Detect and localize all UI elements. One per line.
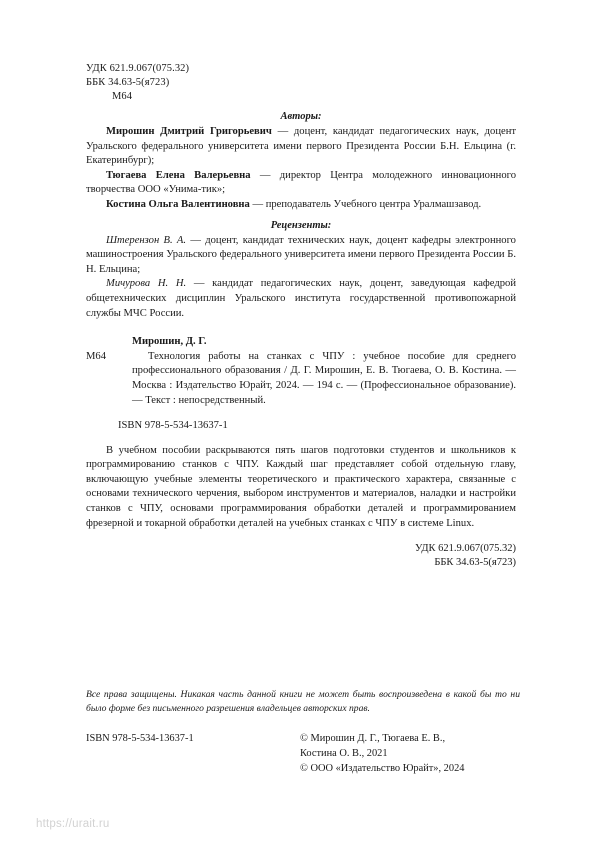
bibliographic-description: Технология работы на станках с ЧПУ : учебное пособие для среднего профессионального образования / Д. Г. Мирошин, Е. В. Тюгаева, О. В. Костина. — Москва : Издательство Юрайт, 2024. — 194 с. — (Профессиональное образование). — Текст : непосредственный. [132, 350, 516, 406]
copyright-line: © Мирошин Д. Г., Тюгаева Е. В., [300, 733, 446, 744]
copyright-block [300, 731, 464, 776]
reviewer-entry [86, 234, 516, 278]
author-entry [86, 198, 516, 213]
bibliographic-record [86, 335, 516, 434]
author-name: Костина Ольга Валентиновна [106, 198, 250, 210]
author-description: — директор Центра молодежного инновационного творчества ООО «Унима-тик»; [86, 169, 516, 196]
udk-code-repeat: УДК 621.9.067(075.32) [414, 543, 516, 555]
rights-disclaimer: Все права защищены. Никакая часть данной книги не может быть воспроизведена в какой бы то ни было форме без письменного разрешения владельцев авторских прав. [86, 689, 520, 714]
bibliographic-isbn: ISBN 978-5-534-13637-1 [118, 420, 228, 432]
bibliographic-index: М64 [86, 351, 107, 363]
classification-codes-repeat [86, 542, 516, 570]
bibliographic-author: Мирошин, Д. Г. [132, 336, 207, 348]
reviewer-description: — кандидат педагогических наук, доцент, заведующая кафедрой общетехнических дисциплин Уральского института государственной противопожарной службы МЧС России. [86, 278, 516, 319]
reviewer-entry [86, 277, 516, 321]
bibliographic-body [132, 335, 516, 408]
authors-heading: Авторы: [280, 111, 322, 122]
annotation-block [86, 444, 516, 532]
classification-codes [86, 62, 516, 104]
reviewer-name: Штерензон В. А. [106, 234, 187, 246]
author-name: Мирошин Дмитрий Григорьевич [106, 126, 272, 137]
copyright-line: Костина О. В., 2021 [300, 748, 388, 759]
bbk-code: ББК 34.63-5(я723) [86, 77, 170, 88]
page-footer [86, 731, 520, 776]
footer-row [86, 731, 520, 776]
author-entry [86, 169, 516, 198]
reviewers-heading: Рецензенты: [270, 219, 332, 231]
watermark-url: https://urait.ru [36, 818, 110, 830]
author-name: Тюгаева Елена Валерьевна [106, 169, 251, 181]
copyright-line: © ООО «Издательство Юрайт», 2024 [300, 763, 465, 774]
author-description: — преподаватель Учебного центра Уралмашзавод. [249, 198, 482, 210]
author-entry [86, 125, 516, 169]
annotation-text: В учебном пособии раскрываются пять шагов подготовки студентов и школьников к программированию станков с ЧПУ. Каждый шаг представляет собой отдельную главу, включающую учебные элементы теоретического и практического характера, связанные с основами технического черчения, выбором инструментов и материалов, наладки и настройки станков с ЧПУ, основами программирования обработки деталей и программированием фрезерной и токарной обработки деталей на учебных станках с ЧПУ в системе Linux. [86, 444, 516, 529]
bbk-code-repeat: ББК 34.63-5(я723) [434, 557, 516, 569]
udk-code: УДК 621.9.067(075.32) [86, 63, 190, 74]
book-index-code: М64 [112, 91, 133, 102]
reviewer-description: — доцент, кандидат технических наук, доцент кафедры электронного машиностроения Уральского федерального университета имени первого Президента России Б. Н. Ельцина; [86, 234, 516, 275]
reviewer-name: Мичурова Н. Н. [106, 278, 187, 290]
page-content [86, 62, 516, 570]
author-description: — доцент, кандидат педагогических наук, доцент Уральского федерального университета имени первого Президента России Б.Н. Ельцина (г. Екатеринбург); [86, 126, 517, 167]
footer-isbn: ISBN 978-5-534-13637-1 [86, 733, 194, 744]
